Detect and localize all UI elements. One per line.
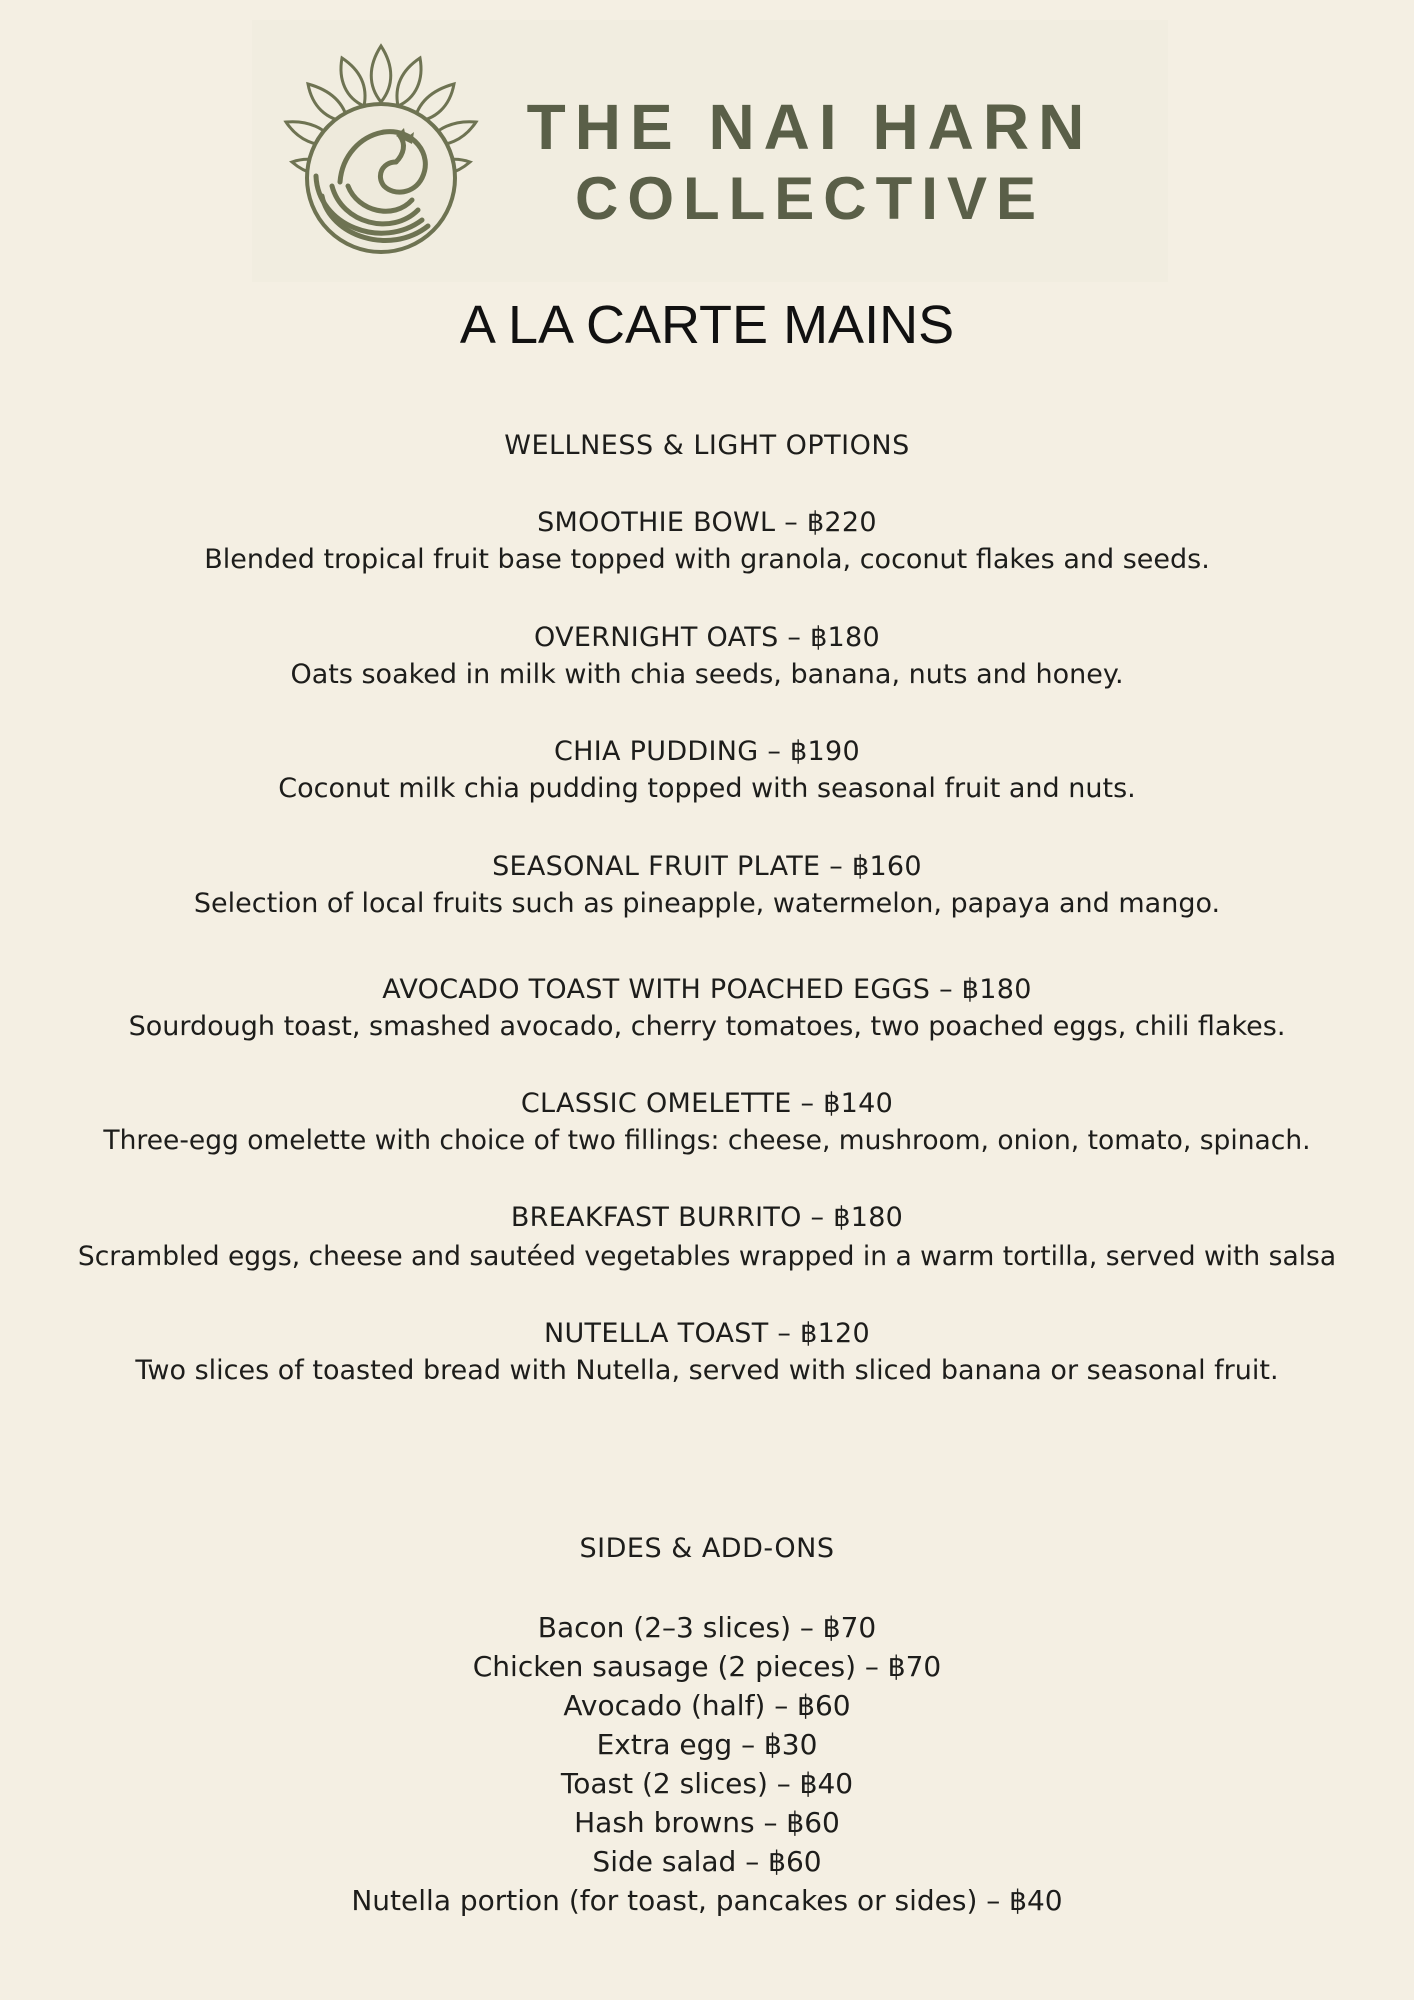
menu-item-description: Scrambled eggs, cheese and sautéed vegetables wrapped in a warm tortilla, served with salsa	[77, 1241, 1337, 1272]
side-item: Avocado (half) – ฿60	[563, 1689, 851, 1722]
page-title: A LA CARTE MAINS	[459, 295, 955, 355]
menu-item-name: CLASSIC OMELETTE – ฿140	[520, 1088, 894, 1119]
menu-item-name: SEASONAL FRUIT PLATE – ฿160	[492, 851, 922, 882]
side-item: Hash browns – ฿60	[574, 1806, 840, 1839]
menu-item-name: AVOCADO TOAST WITH POACHED EGGS – ฿180	[382, 974, 1032, 1005]
side-item: Bacon (2–3 slices) – ฿70	[537, 1611, 877, 1644]
menu-item-description: Oats soaked in milk with chia seeds, banana, nuts and honey.	[290, 659, 1124, 690]
menu-item-description: Blended tropical fruit base topped with granola, coconut flakes and seeds.	[204, 544, 1210, 575]
side-item: Side salad – ฿60	[592, 1845, 822, 1878]
menu-item-description: Selection of local fruits such as pineapple, watermelon, papaya and mango.	[193, 888, 1221, 919]
menu-item-description: Three-egg omelette with choice of two fillings: cheese, mushroom, onion, tomato, spinach.	[103, 1125, 1311, 1156]
menu-item-name: BREAKFAST BURRITO – ฿180	[510, 1202, 904, 1233]
lotus-wave-logo-icon	[272, 36, 490, 264]
section-heading-wellness: WELLNESS & LIGHT OPTIONS	[504, 430, 910, 461]
side-item: Toast (2 slices) – ฿40	[560, 1767, 854, 1800]
menu-item-name: OVERNIGHT OATS – ฿180	[534, 622, 880, 653]
brand-name-line-2: COLLECTIVE	[574, 165, 1045, 232]
menu-item-name: NUTELLA TOAST – ฿120	[543, 1318, 871, 1349]
menu-item-name: SMOOTHIE BOWL – ฿220	[537, 507, 877, 538]
menu-item-description: Two slices of toasted bread with Nutella, served with sliced banana or seasonal fruit.	[135, 1355, 1279, 1386]
menu-item-name: CHIA PUDDING – ฿190	[554, 736, 860, 767]
section-heading-sides: SIDES & ADD-ONS	[579, 1533, 835, 1564]
brand-name-line-1: THE NAI HARN	[526, 91, 1094, 163]
menu-item-description: Sourdough toast, smashed avocado, cherry tomatoes, two poached eggs, chili flakes.	[128, 1011, 1286, 1042]
side-item: Nutella portion (for toast, pancakes or sides) – ฿40	[351, 1884, 1063, 1917]
menu-item-description: Coconut milk chia pudding topped with seasonal fruit and nuts.	[278, 773, 1136, 804]
side-item: Extra egg – ฿30	[596, 1728, 818, 1761]
side-item: Chicken sausage (2 pieces) – ฿70	[472, 1650, 942, 1683]
